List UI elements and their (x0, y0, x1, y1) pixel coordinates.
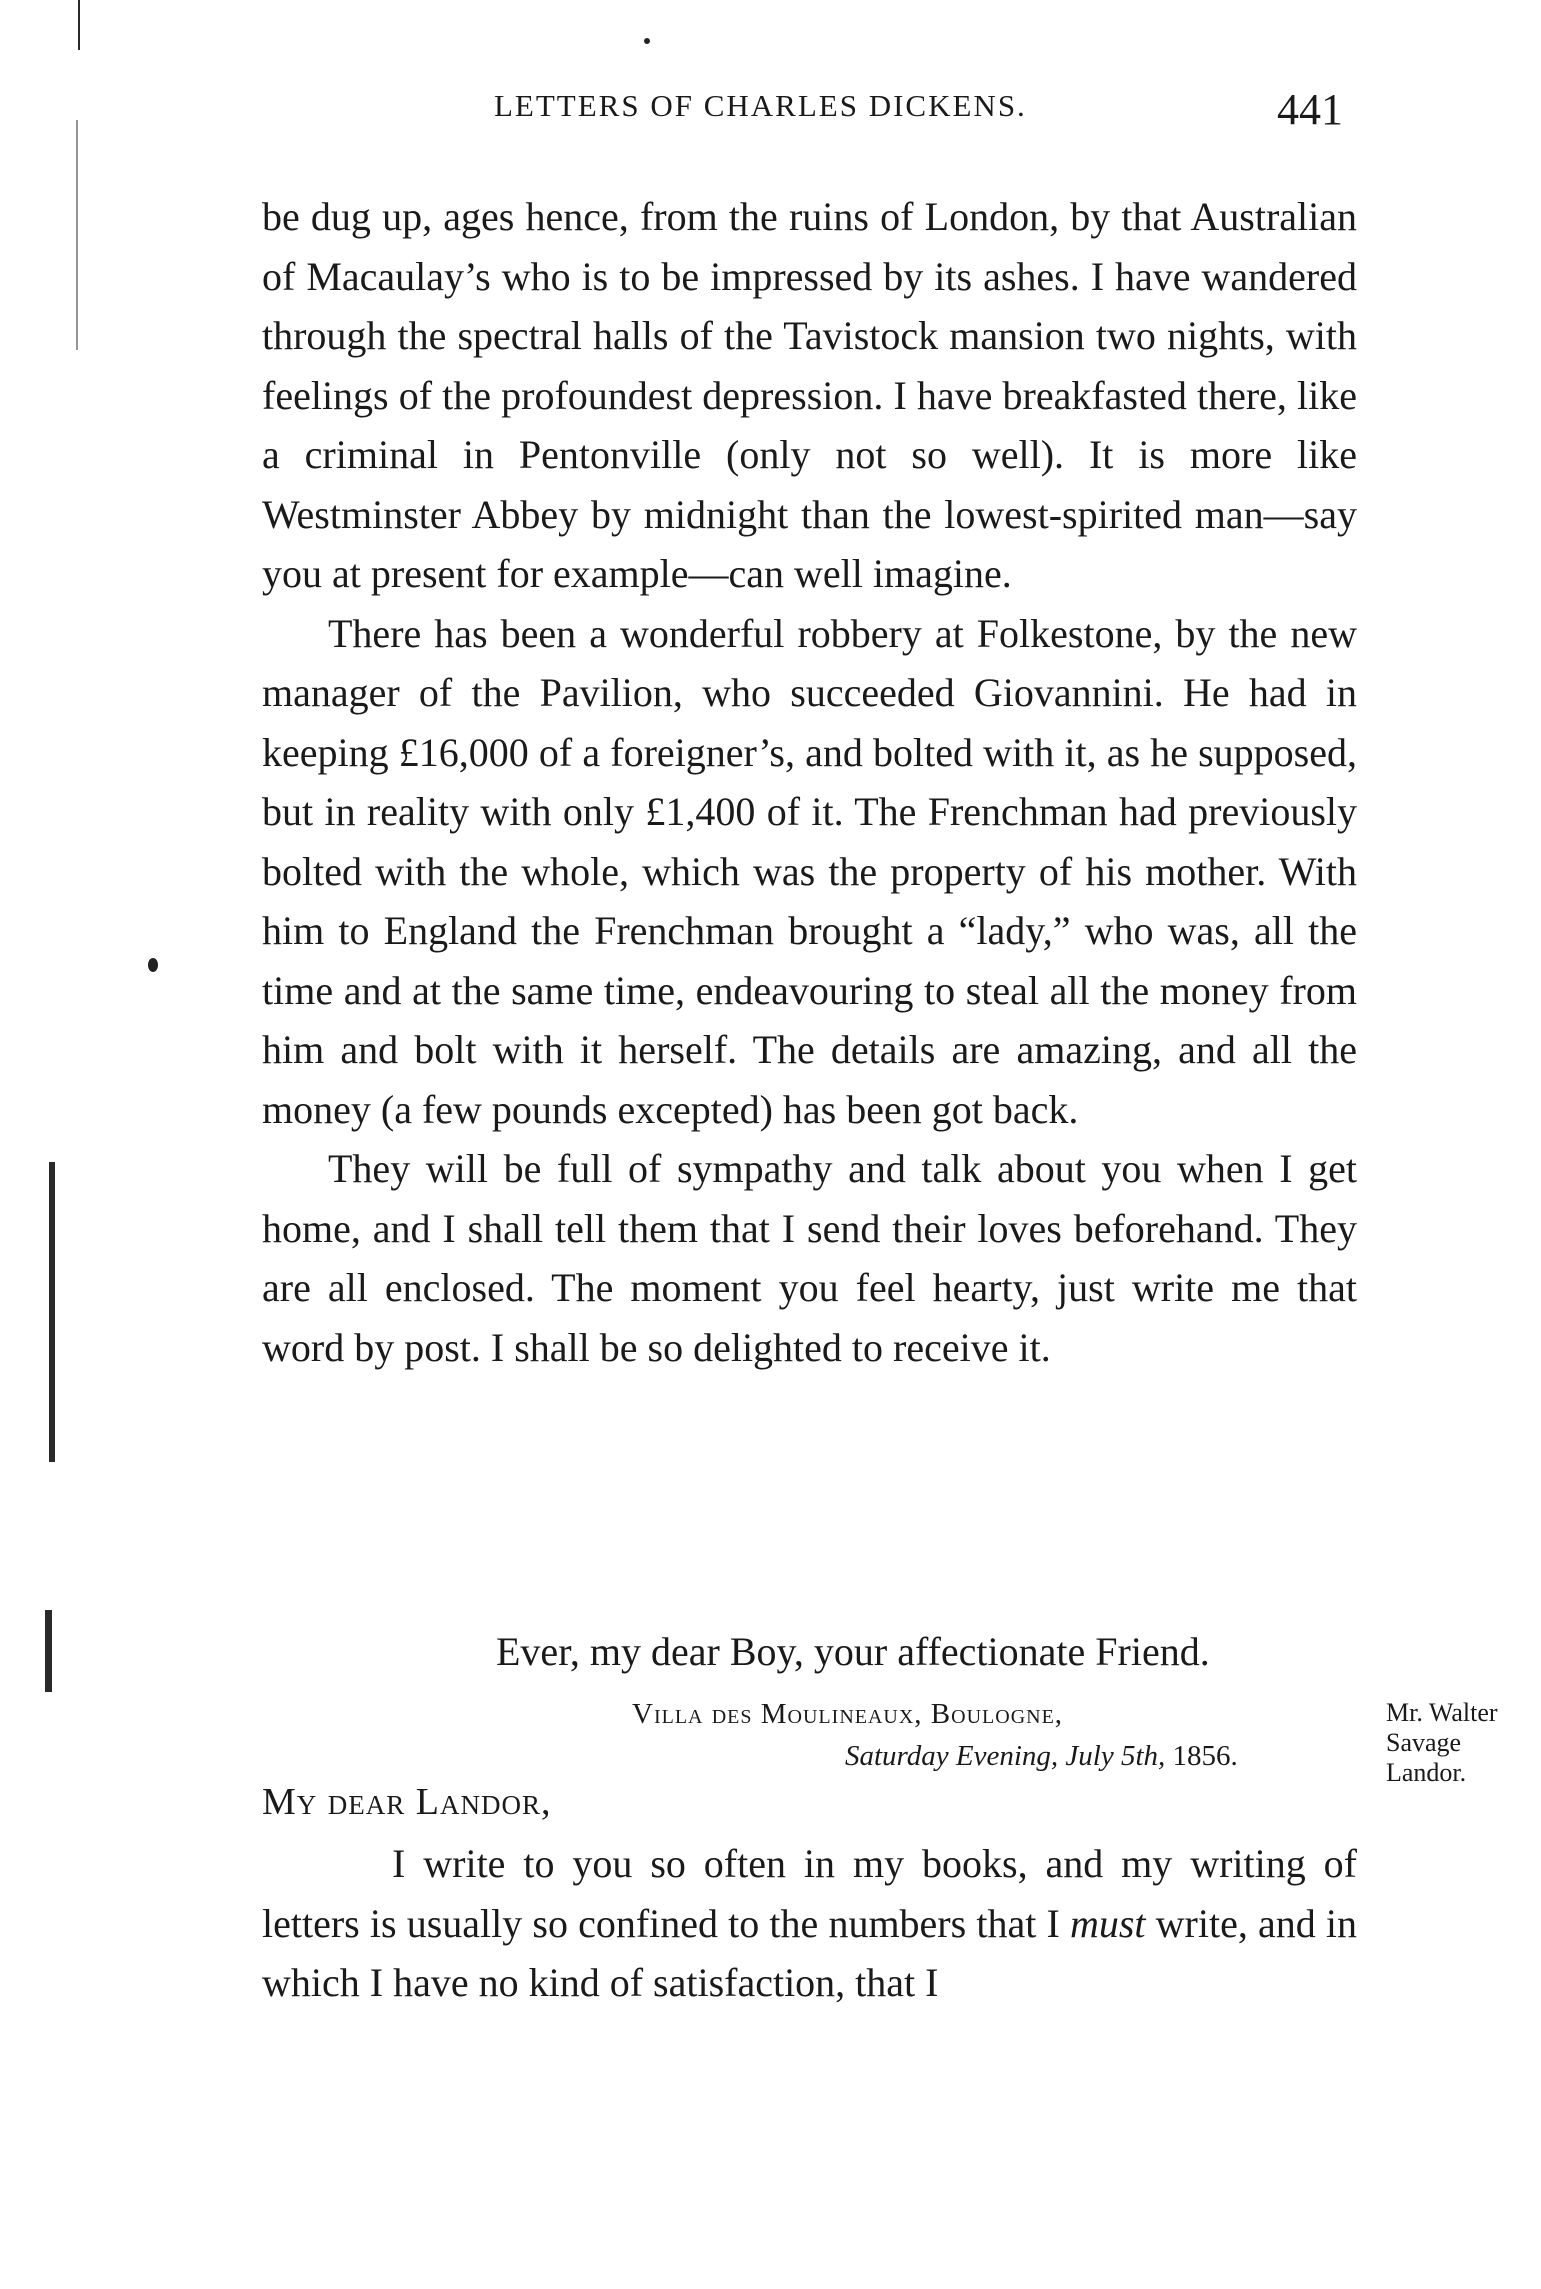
page-number: 441 (1277, 85, 1343, 134)
letter-two-place: Villa des Moulineaux, Boulogne, (632, 1698, 1064, 1730)
side-note-line-2: Savage (1386, 1728, 1462, 1757)
scan-mark-left-3 (49, 1162, 55, 1462)
running-head: LETTERS OF CHARLES DICKENS. (494, 88, 1027, 123)
ink-dot-margin (148, 958, 158, 972)
letter-two-text-start: I write to you so often in my books, and my writing of letters is usually so confined to the numbers that I (262, 1841, 1357, 1946)
side-note-line-3: Landor. (1386, 1758, 1467, 1787)
scan-mark-left-1 (78, 0, 80, 50)
paragraph-3: They will be full of sympathy and talk about you when I get home, and I shall tell them that I send their loves beforehand. They are all enclosed. The moment you feel hearty, just write me that word by post. I shall be so delighted to receive it. (262, 1146, 1357, 1370)
letter-one-closing: Ever, my dear Boy, your affectionate Friend. (496, 1629, 1210, 1674)
paragraph-1: be dug up, ages hence, from the ruins of London, by that Australian of Macaulay’s who is to be impressed by its ashes. I have wandered through the spectral halls of the Tavistock mansion two nights, with feelings of the profoundest depression. I have breakfasted there, like a criminal in Pentonville (only not so well). It is more like Westminster Abbey by midnight than the lowest-spirited man—say you at present for example—can well imagine. (262, 194, 1357, 596)
scan-mark-left-2 (76, 120, 78, 350)
ink-dot-top (644, 38, 650, 44)
scan-mark-left-4 (45, 1610, 52, 1692)
date-italic: Saturday Evening, July 5th, (845, 1740, 1166, 1772)
side-note (1386, 1698, 1536, 1788)
letter-two-salutation: My dear Landor, (262, 1781, 552, 1823)
paragraph-2: There has been a wonderful robbery at Folkestone, by the new manager of the Pavilion, who succeeded Giovannini. He had in keeping £16,000 of a foreigner’s, and bolted with it, as he supposed, but in reality with only £1,400 of it. The Frenchman had previously bolted with the whole, which was the property of his mother. With him to England the Frenchman brought a “lady,” who was, all the time and at the same time, endeavouring to steal all the money from him and bolt with it herself. The details are amazing, and all the money (a few pounds excepted) has been got back. (262, 610, 1357, 1132)
letter-two-body (262, 1834, 1357, 2013)
letter-one-body (262, 187, 1357, 1377)
side-note-line-1: Mr. Walter (1386, 1698, 1498, 1727)
letter-two-emphasis-must: must (1069, 1900, 1146, 1946)
date-year: 1856. (1165, 1740, 1238, 1772)
letter-two-date (845, 1740, 1238, 1773)
letter-two-paragraph (262, 1834, 1357, 2013)
letter-two-text-mid: write, and in which I have no kind of satisfaction, that I (262, 1900, 1357, 2005)
